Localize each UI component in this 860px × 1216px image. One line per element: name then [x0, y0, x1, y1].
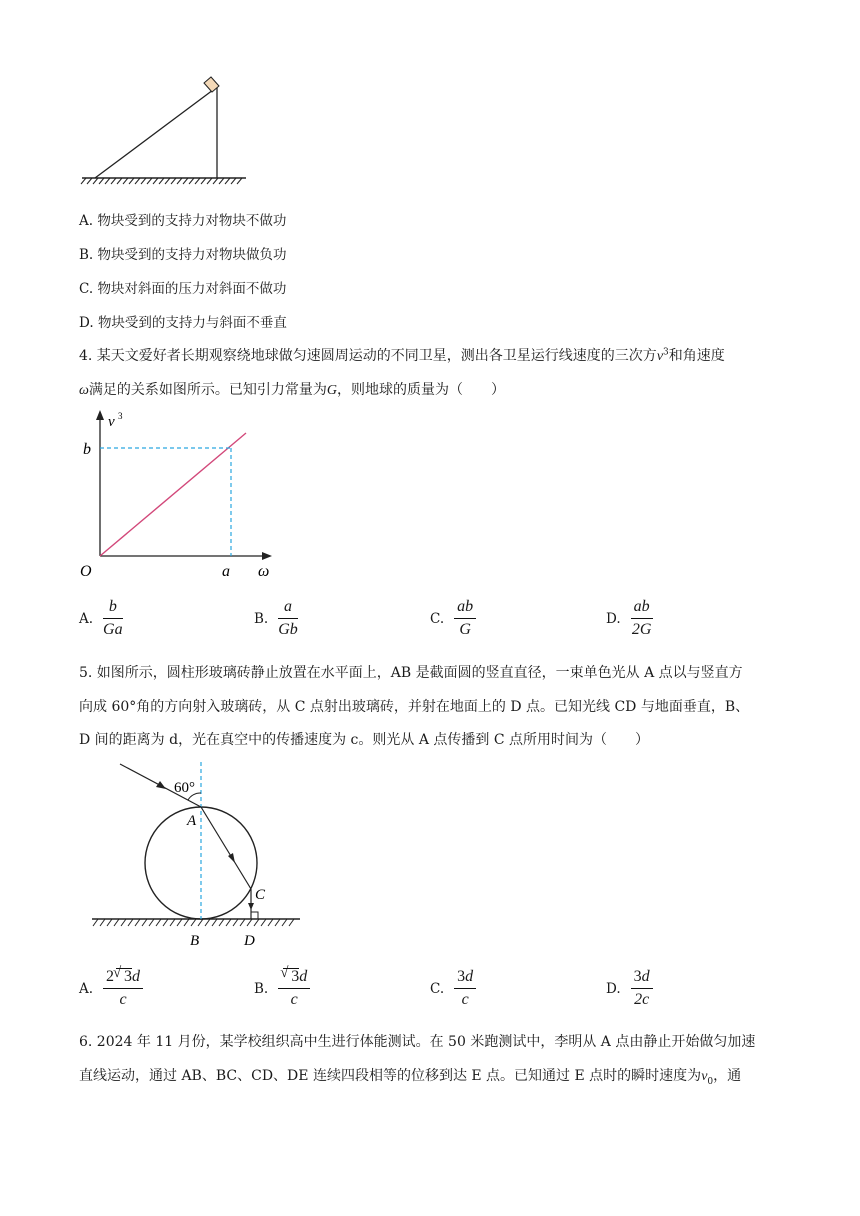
- origin-label: O: [80, 563, 92, 580]
- question-6-line-2: 直线运动，通过 AB、BC、CD、DE 连续四段相等的位移到达 E 点。已知通过 E 点时的瞬时速度为$v_0$，通: [79, 1068, 742, 1087]
- q5-figure: [88, 760, 308, 952]
- option-a-q5[interactable]: A. $\frac{2√ 3d}{c}$: [79, 968, 143, 1009]
- option-c-q3[interactable]: C. 物块对斜面的压力对斜面不做功: [79, 281, 287, 297]
- option-c-q5[interactable]: C. $\frac{3d}{c}$: [430, 968, 476, 1009]
- point-a-label: A: [187, 813, 197, 829]
- point-c-label: C: [255, 887, 266, 903]
- option-d-q3[interactable]: D. 物块受到的支持力与斜面不垂直: [79, 315, 287, 331]
- option-d-q5[interactable]: D. $\frac{3d}{2c}$: [606, 968, 653, 1009]
- option-b-q4[interactable]: B. $\frac{a}{Gb}$: [254, 598, 298, 638]
- option-b-q3[interactable]: B. 物块受到的支持力对物块做负功: [79, 247, 287, 263]
- y-axis-sup: 3: [118, 411, 123, 421]
- b-label: b: [83, 441, 91, 458]
- option-c-q4[interactable]: C. $\frac{ab}{G}$: [430, 598, 476, 639]
- q4-graph: [78, 408, 278, 580]
- a-label: a: [222, 563, 230, 580]
- y-axis-label: v: [108, 414, 115, 430]
- option-a-q3[interactable]: A. 物块受到的支持力对物块不做功: [79, 213, 287, 229]
- question-5-line-1: 5. 如图所示，圆柱形玻璃砖静止放置在水平面上，AB 是截面圆的竖直直径，一束单色光从 A 点以与竖直方: [79, 665, 743, 681]
- question-5-line-2: 向成 60°角的方向射入玻璃砖，从 C 点射出玻璃砖，并射在地面上的 D 点。已知光线 CD 与地面垂直，B、: [79, 699, 750, 715]
- question-5-line-3: D 间的距离为 d，光在真空中的传播速度为 c。则光从 A 点传播到 C 点所用时间为（ ）: [79, 732, 649, 748]
- option-a-q4[interactable]: A. $\frac{b}{Ga}$: [79, 598, 123, 638]
- angle-label: 60°: [174, 780, 195, 796]
- point-b-label: B: [190, 933, 200, 949]
- question-6-line-1: 6. 2024 年 11 月份，某学校组织高中生进行体能测试。在 50 米跑测试中，李明从 A 点由静止开始做匀加速: [79, 1034, 756, 1050]
- x-axis-label: ω: [258, 563, 270, 580]
- incline-figure: [78, 72, 253, 187]
- option-b-q5[interactable]: B. √ $\frac{3d}{c}$: [254, 968, 310, 1009]
- option-d-q4[interactable]: D. $\frac{ab}{2G}$: [606, 598, 652, 638]
- question-4-line-2: ω满足的关系如图所示。已知引力常量为G，则地球的质量为（ ）: [79, 382, 506, 398]
- question-4-line-1: 4. 某天文爱好者长期观察绕地球做匀速圆周运动的不同卫星，测出各卫星运行线速度的三次方$v^3$和角速度: [79, 347, 725, 364]
- point-d-label: D: [244, 933, 255, 949]
